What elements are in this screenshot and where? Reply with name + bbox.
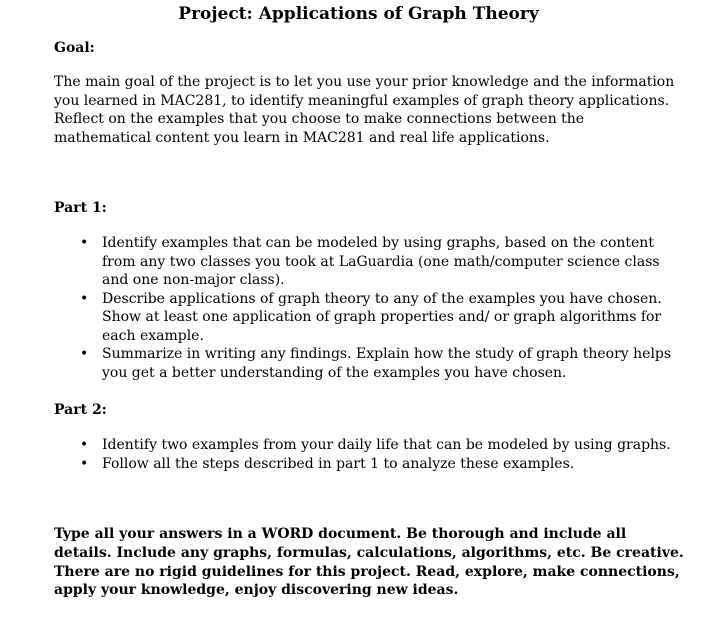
bullet-icon: • bbox=[80, 455, 89, 472]
list-item-text: Identify two examples from your daily life that can be modeled by using graphs. bbox=[102, 437, 671, 453]
list-item-text: Follow all the steps described in part 1 to analyze these examples. bbox=[102, 455, 575, 472]
bullet-icon: • bbox=[80, 346, 89, 362]
goal-heading: Goal: bbox=[54, 40, 95, 56]
part2-list bbox=[54, 436, 684, 473]
list-item-text: Describe applications of graph theory to any of the examples you have chosen. Show at least one application of graph properties and/ or graph algorithms for each example. bbox=[102, 290, 662, 344]
list-item bbox=[54, 455, 684, 474]
list-item bbox=[54, 345, 684, 382]
page-title: Project: Applications of Graph Theory bbox=[178, 4, 539, 24]
part1-heading: Part 1: bbox=[54, 200, 107, 216]
list-item bbox=[54, 234, 684, 290]
closing-instructions: Type all your answers in a WORD document. Be thorough and include all details. Include any graphs, formulas, calculations, algorithms, etc. Be creative. There are no rigid guidelines for this project. Read, explore, make connections, apply your knowledge, enjoy discovering new ideas. bbox=[54, 526, 684, 599]
part2-heading: Part 2: bbox=[54, 402, 107, 418]
list-item bbox=[54, 290, 684, 346]
list-item-text: Identify examples that can be modeled by using graphs, based on the content from any two classes you took at LaGuardia (one math/computer science class and one non-major class). bbox=[102, 235, 660, 288]
goal-paragraph: The main goal of the project is to let you use your prior knowledge and the information you learned in MAC281, to identify meaningful examples of graph theory applications. Reflect on the examples that you choose to make connections between the mathematical content you learn in MAC281 and real life applications. bbox=[54, 74, 675, 146]
list-item bbox=[54, 436, 684, 455]
part1-list bbox=[54, 234, 684, 382]
list-item-text: Summarize in writing any findings. Explain how the study of graph theory helps you get a better understanding of the examples you have chosen. bbox=[102, 346, 672, 381]
bullet-icon: • bbox=[80, 290, 89, 307]
bullet-icon: • bbox=[80, 437, 89, 453]
bullet-icon: • bbox=[80, 235, 89, 251]
